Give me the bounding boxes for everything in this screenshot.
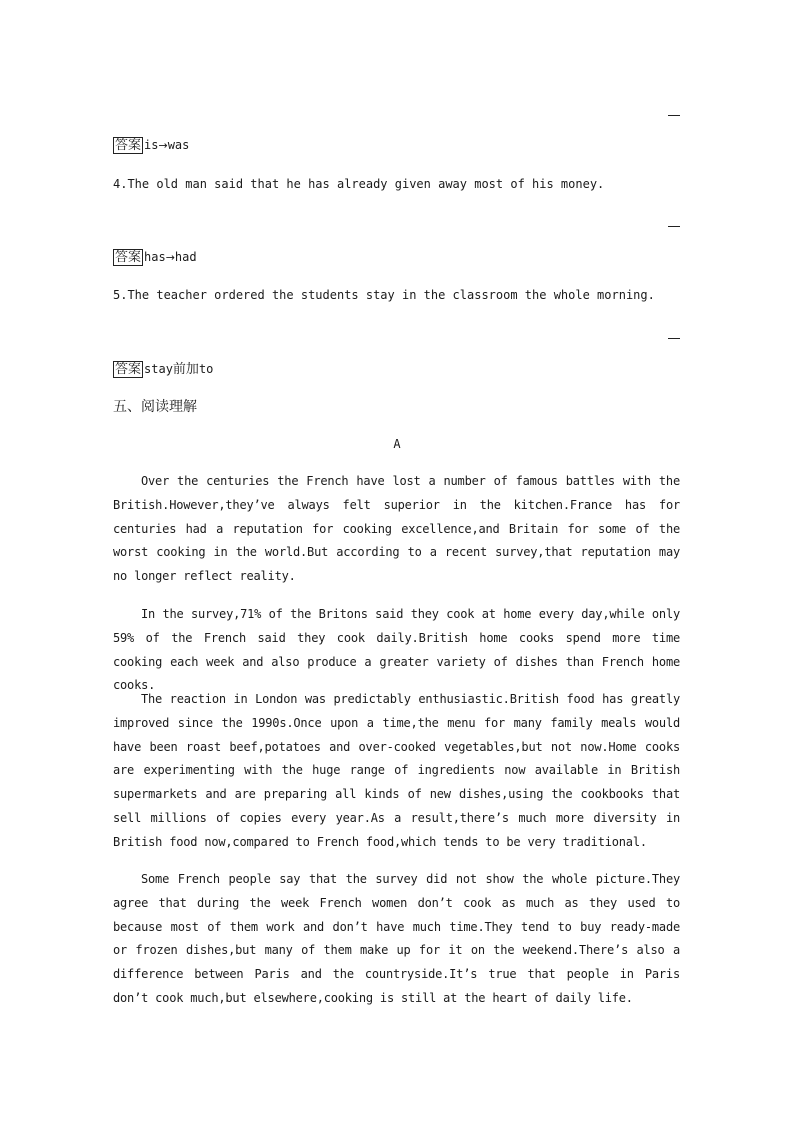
answer-to: was	[167, 138, 190, 152]
answer-to: had	[174, 250, 197, 264]
passage-title: A	[393, 437, 401, 451]
answer-blank-line	[668, 115, 680, 116]
passage-paragraph-4: Some French people say that the survey did not show the whole picture.They agree that during the week French women don’t cook as much as they used to because most of them work and don’t have much time.They tend to buy ready-made or frozen dishes,but many of them make up for it on the weekend.There’s also a difference between Paris and the countryside.It’s true that people in Paris don’t cook much,but elsewhere,cooking is still at the heart of daily life.	[113, 872, 680, 1005]
question-4: 4.The old man said that he has already given away most of his money.	[113, 177, 605, 191]
arrow-icon: →	[165, 251, 175, 264]
answer-insert: to	[198, 362, 214, 376]
question-5: 5.The teacher ordered the students stay in the classroom the whole morning.	[113, 288, 655, 302]
answer-word: stay	[144, 362, 173, 376]
answer-blank-line	[668, 338, 680, 339]
answer-blank-line	[668, 226, 680, 227]
answer-from: has	[144, 250, 166, 264]
answer-instruction: 前加	[172, 362, 199, 377]
answer-from: is	[144, 138, 159, 152]
answer-5	[113, 361, 213, 378]
passage-paragraph-3: The reaction in London was predictably enthusiastic.British food has greatly improved since the 1990s.Once upon a time,the menu for many family meals would have been roast beef,potatoes and over-cooked vegetables,but not now.Home cooks are experimenting with the huge range of ingredients now available in British supermarkets and are preparing all kinds of new dishes,using the cookbooks that sell millions of copies every year.As a result,there’s much more diversity in British food now,compared to French food,which tends to be very traditional.	[113, 692, 680, 849]
answer-tag: 答案	[115, 362, 142, 377]
section-title: 五、阅读理解	[113, 399, 197, 415]
answer-tag: 答案	[115, 138, 142, 153]
answer-tag: 答案	[115, 250, 142, 265]
arrow-icon: →	[158, 139, 168, 152]
passage-paragraph-1: Over the centuries the French have lost a number of famous battles with the British.However,they’ve always felt superior in the kitchen.France has for centuries had a reputation for cooking excellence,and Britain for some of the worst cooking in the world.But according to a recent survey,that reputation may no longer reflect reality.	[113, 474, 680, 584]
answer-3	[113, 137, 189, 154]
passage-paragraph-2: In the survey,71% of the Britons said they cook at home every day,while only 59% of the French said they cook daily.British home cooks spend more time cooking each week and also produce a greater variety of dishes than French home cooks.	[113, 607, 680, 693]
answer-4	[113, 249, 197, 266]
